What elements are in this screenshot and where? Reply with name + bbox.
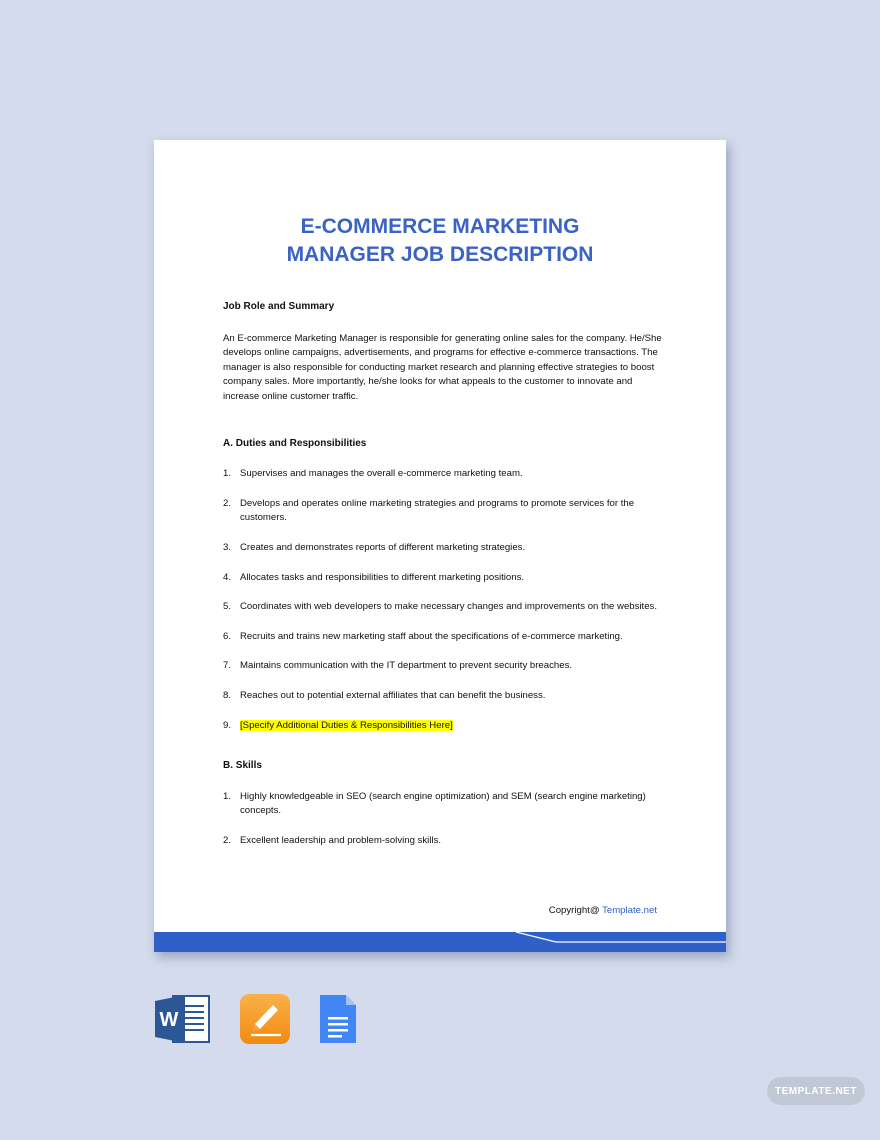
skill-item: 2. Excellent leadership and problem-solving skills. [223, 834, 442, 846]
summary-heading: Job Role and Summary [223, 301, 335, 312]
skills-list [223, 790, 663, 849]
duty-item: 4. Allocates tasks and responsibilities to different marketing positions. [223, 571, 525, 583]
svg-text:W: W [159, 1009, 179, 1031]
skills-heading: B. Skills [223, 760, 262, 772]
duty-item: 8. Reaches out to potential external affiliates that can benefit the business. [223, 689, 546, 701]
duty-item: 5. Coordinates with web developers to make necessary changes and improvements on the websites. [223, 601, 658, 613]
duty-item: 6. Recruits and trains new marketing staff about the specifications of e-commerce marketing. [223, 630, 623, 642]
duties-list [223, 467, 663, 733]
template-net-badge[interactable]: TEMPLATE.NET [767, 1077, 865, 1105]
duty-item: 2. Develops and operates online marketing strategies and programs to promote services for the customers. [223, 497, 635, 524]
highlighted-placeholder-text: [Specify Additional Duties & Responsibilities Here] [240, 719, 453, 731]
copyright-notice [549, 905, 657, 916]
title-line-1: E-COMMERCE MARKETING [300, 215, 580, 238]
duty-item: 1. Supervises and manages the overall e-commerce marketing team. [223, 468, 523, 480]
duty-item-placeholder: 9. [Specify Additional Duties & Responsibilities Here] [223, 719, 453, 731]
duty-item: 3. Creates and demonstrates reports of different marketing strategies. [223, 541, 526, 553]
copyright-link[interactable]: Template.net [602, 905, 657, 916]
skill-item: 1. Highly knowledgeable in SEO (search engine optimization) and SEM (search engine marketing) concepts. [223, 790, 646, 817]
title-line-2: MANAGER JOB DESCRIPTION [286, 243, 594, 266]
footer-bar [154, 932, 726, 952]
duties-heading: A. Duties and Responsibilities [223, 437, 367, 449]
copyright-prefix: Copyright@ [548, 905, 603, 916]
document-page [154, 140, 726, 952]
google-docs-icon[interactable] [318, 993, 358, 1045]
word-icon[interactable] [155, 993, 211, 1045]
document-body [223, 300, 663, 863]
pages-icon[interactable] [239, 993, 291, 1045]
document-title [154, 213, 726, 269]
summary-paragraph: An E-commerce Marketing Manager is responsible for generating online sales for the company. He/She develops online campaigns, advertisements, and programs for effective e-commerce transactions. The manager is also responsible for conducting market research and planning effective strategies to boost company sales. More importantly, he/she looks for what appeals to the customer to innovate and increase online customer traffic. [223, 332, 662, 402]
duty-item: 7. Maintains communication with the IT department to prevent security breaches. [223, 660, 573, 672]
